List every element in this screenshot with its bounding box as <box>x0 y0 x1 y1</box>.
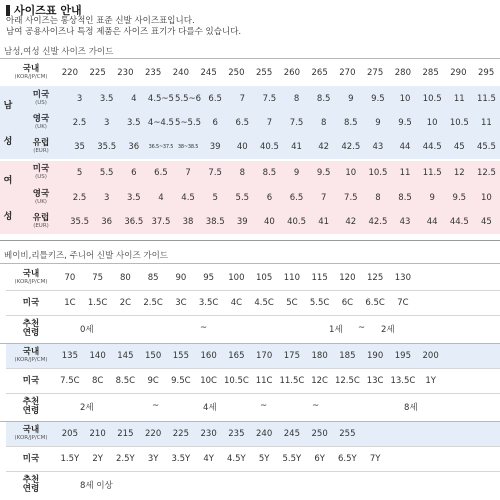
size-cell: 12 <box>453 168 465 178</box>
size-cell: 255 <box>339 429 356 439</box>
size-cell: 230 <box>117 68 134 78</box>
size-cell: 10.5 <box>422 93 442 104</box>
size-cell: 245 <box>200 68 217 78</box>
size-cell: 2.5C <box>143 298 163 308</box>
size-cell: 4 <box>158 192 164 203</box>
size-cell: 90 <box>175 273 187 283</box>
size-cell: 9.5 <box>398 118 412 128</box>
size-cell: 7 <box>185 168 191 178</box>
size-cell: 7 <box>239 93 246 104</box>
size-cell: 250 <box>228 68 245 78</box>
size-cell: 6 <box>266 192 273 203</box>
row-cells <box>66 217 500 227</box>
size-cell: 45 <box>481 217 492 227</box>
female-uk-row <box>16 185 500 210</box>
row-cells <box>66 142 500 152</box>
row-label: 영국 (UK) <box>32 114 50 130</box>
size-cell: 4.5~5 <box>147 93 174 104</box>
size-cell: 8 <box>375 192 381 203</box>
female-eur-row <box>16 210 500 234</box>
size-cell: 7.5 <box>208 168 222 178</box>
size-cell: 36 <box>101 217 113 227</box>
intro-line-2: 남여 공용사이즈나 특정 제품은 사이즈 표기가 다를수 있습니다. <box>6 27 242 37</box>
size-cell: 135 <box>61 351 78 361</box>
row-label: 미국 (US) <box>32 89 50 106</box>
row-cells <box>56 298 500 308</box>
size-cell: 245 <box>283 429 300 439</box>
size-cell: 130 <box>394 273 411 283</box>
row-cells <box>56 351 500 361</box>
row-cells <box>66 168 500 178</box>
size-cell: 1Y <box>425 376 436 386</box>
size-cell: 35.5 <box>70 217 90 227</box>
size-cell: 9.5 <box>316 168 331 178</box>
size-cell: 220 <box>145 429 162 439</box>
row-label: 미국 <box>22 453 40 464</box>
size-cell: 36.5~37.5 <box>148 144 174 150</box>
size-cell: 7C <box>397 298 409 308</box>
size-cell: 1C <box>64 298 76 308</box>
size-cell: 250 <box>311 429 328 439</box>
size-cell: 4.5Y <box>227 454 246 464</box>
age-label: ~ <box>260 401 268 411</box>
size-cell: 10.5 <box>368 168 388 178</box>
row-cells <box>56 273 500 283</box>
size-cell: 3.5 <box>99 93 114 104</box>
size-cell: 5 <box>212 192 218 203</box>
size-cell: 42 <box>345 217 357 227</box>
intro-line-1: 아래 사이즈는 통상적인 표준 신발 사이즈표입니다. <box>6 16 195 26</box>
size-cell: 6 <box>212 118 218 128</box>
row-label: 미국 <box>22 375 40 386</box>
size-cell: 10 <box>481 192 492 203</box>
row-label: 국내 (KOR/JP/CM) <box>14 269 48 285</box>
size-cell: 3 <box>103 192 110 203</box>
size-cell: 4.5 <box>181 192 195 203</box>
size-cell: 42.5 <box>368 217 388 227</box>
size-cell: 8C <box>91 376 104 386</box>
size-cell: 5.5~6 <box>175 93 202 104</box>
size-cell: 275 <box>367 68 384 78</box>
size-cell: 3.5 <box>127 192 141 203</box>
size-cell: 1.5C <box>87 298 108 308</box>
divider <box>0 263 500 264</box>
size-cell: 8 <box>320 118 327 128</box>
size-cell: 240 <box>256 429 273 439</box>
row-label: 유럽 (EUR) <box>32 213 50 229</box>
size-cell: 44.5 <box>422 142 442 152</box>
size-cell: 5.5Y <box>282 454 302 464</box>
row-cells <box>66 94 500 104</box>
size-cell: 36 <box>128 142 140 152</box>
size-cell: 40 <box>264 217 275 227</box>
size-cell: 7.5 <box>262 93 277 104</box>
size-cell: 39 <box>209 142 221 152</box>
row-label: 추천 연령 <box>22 397 40 416</box>
size-cell: 10.5C <box>223 376 249 386</box>
male-eur-row <box>16 135 500 159</box>
row-label: 미국 (US) <box>32 164 50 180</box>
size-cell: 5C <box>286 298 298 308</box>
row-cells <box>66 118 500 128</box>
size-cell: 2Y <box>92 454 103 464</box>
size-cell: 12C <box>311 376 328 386</box>
size-cell: 7.5C <box>60 376 80 386</box>
size-cell: 11 <box>453 93 465 104</box>
row-label: 유럽 (EUR) <box>32 138 50 154</box>
size-cell: 45 <box>453 142 465 152</box>
age-label: 1세 <box>329 325 343 335</box>
size-cell: 45.5 <box>476 142 496 152</box>
size-cell: 41 <box>291 142 302 152</box>
size-cell: 38~38.5 <box>177 144 199 150</box>
size-cell: 205 <box>61 429 78 439</box>
size-cell: 5Y <box>258 454 270 464</box>
size-cell: 2.5 <box>72 118 87 128</box>
kids-t3-kor-row <box>6 422 500 446</box>
size-cell: 8.5 <box>316 93 331 104</box>
size-cell: 11.5 <box>422 168 442 178</box>
age-label: 2세 <box>80 403 94 413</box>
age-label: ~ <box>200 323 208 333</box>
age-label: ~ <box>152 401 160 411</box>
row-label: 미국 <box>22 297 40 308</box>
size-cell: 180 <box>311 351 328 361</box>
divider <box>0 58 500 59</box>
size-cell: 43 <box>399 217 411 227</box>
size-cell: 9.5C <box>171 376 191 386</box>
size-cell: 225 <box>89 68 106 78</box>
age-label: 0세 <box>80 325 94 335</box>
size-cell: 11 <box>481 118 492 128</box>
size-cell: 220 <box>61 68 78 78</box>
size-cell: 170 <box>256 351 273 361</box>
size-cell: 3 <box>76 93 83 104</box>
size-cell: 9 <box>429 192 435 203</box>
size-cell: 13.5C <box>390 376 416 386</box>
size-cell: 215 <box>117 429 134 439</box>
size-cell: 35.5 <box>97 142 117 152</box>
size-cell: 9 <box>348 93 354 104</box>
adult-section-title: 남성,여성 신발 사이즈 가이드 <box>4 47 114 57</box>
size-cell: 37.5 <box>151 217 171 227</box>
kids-t3-us-row <box>6 447 500 471</box>
row-cells <box>56 454 500 464</box>
size-cell: 11.5C <box>279 376 305 386</box>
size-cell: 6.5 <box>208 93 222 104</box>
size-cell: 120 <box>339 273 356 283</box>
size-cell: 10 <box>345 168 357 178</box>
size-cell: 43 <box>372 142 384 152</box>
kids-t1-us-row <box>6 291 500 315</box>
size-cell: 38 <box>182 217 194 227</box>
size-cell: 115 <box>311 273 328 283</box>
size-cell: 3.5C <box>198 298 219 308</box>
size-cell: 44.5 <box>449 217 469 227</box>
size-cell: 3.5Y <box>171 454 191 464</box>
size-cell: 290 <box>450 68 467 78</box>
size-cell: 3.5 <box>127 118 141 128</box>
size-cell: 230 <box>200 429 217 439</box>
size-cell: 9.5 <box>452 192 467 203</box>
size-cell: 40.5 <box>259 142 279 152</box>
row-label: 추천 연령 <box>22 319 40 338</box>
size-cell: 5.5 <box>235 192 250 203</box>
size-cell: 40.5 <box>287 217 307 227</box>
age-label: ~ <box>312 401 320 411</box>
size-cell: 6.5 <box>154 168 168 178</box>
kids-t1-kor-row <box>6 266 500 290</box>
size-cell: 185 <box>339 351 356 361</box>
size-cell: 110 <box>283 273 300 283</box>
size-cell: 240 <box>172 68 189 78</box>
row-label: 국내 (KOR/JP/CM) <box>14 347 48 363</box>
size-cell: 2C <box>119 298 132 308</box>
size-cell: 8.5C <box>115 376 136 386</box>
size-cell: 125 <box>367 273 384 283</box>
size-cell: 1.5Y <box>60 454 80 464</box>
size-cell: 10C <box>200 376 217 386</box>
size-cell: 9 <box>375 118 381 128</box>
male-uk-row <box>16 111 500 135</box>
age-label: 4세 <box>203 403 217 413</box>
size-cell: 145 <box>117 351 134 361</box>
size-cell: 44 <box>399 142 411 152</box>
size-cell: 150 <box>145 351 162 361</box>
male-label: 남 성 <box>0 86 16 159</box>
size-cell: 11 <box>399 168 411 178</box>
size-cell: 160 <box>200 351 217 361</box>
size-cell: 9 <box>293 168 300 178</box>
size-cell: 9C <box>147 376 159 386</box>
size-cell: 7 <box>320 192 327 203</box>
size-cell: 4C <box>230 298 243 308</box>
size-cell: 11C <box>255 376 273 386</box>
row-label: 영국 (UK) <box>32 188 50 205</box>
male-us-row <box>16 86 500 111</box>
size-cell: 10 <box>426 118 438 128</box>
size-cell: 6Y <box>314 454 325 464</box>
size-cell: 41 <box>318 217 330 227</box>
size-cell: 85 <box>147 273 159 283</box>
size-cell: 10.5 <box>449 118 469 128</box>
kids-t2-us-row <box>6 369 500 393</box>
size-cell: 7.5 <box>344 192 358 203</box>
size-cell: 70 <box>64 273 76 283</box>
row-cells <box>66 193 500 203</box>
row-cells <box>56 376 500 386</box>
size-cell: 6.5Y <box>338 454 357 464</box>
size-cell: 11.5 <box>476 93 496 104</box>
size-cell: 36.5 <box>124 217 144 227</box>
size-cell: 105 <box>256 273 273 283</box>
size-cell: 225 <box>172 429 189 439</box>
age-label: 8세 <box>404 403 418 413</box>
size-cell: 38.5 <box>205 217 225 227</box>
size-cell: 13C <box>366 376 384 386</box>
female-us-row <box>16 161 500 185</box>
size-cell: 295 <box>478 68 495 78</box>
page-title: 사이즈표 안내 <box>6 2 82 18</box>
size-cell: 8 <box>293 93 300 104</box>
size-cell: 175 <box>283 351 300 361</box>
size-cell: 4Y <box>203 454 214 464</box>
size-cell: 190 <box>367 351 384 361</box>
size-cell: 265 <box>311 68 328 78</box>
size-cell: 42 <box>318 142 330 152</box>
size-cell: 10 <box>399 93 411 104</box>
size-cell: 5~5.5 <box>175 118 202 128</box>
size-cell: 140 <box>89 351 106 361</box>
size-cell: 195 <box>394 351 411 361</box>
size-cell: 210 <box>89 429 106 439</box>
size-cell: 5.5C <box>309 298 330 308</box>
size-cell: 270 <box>339 68 356 78</box>
size-cell: 260 <box>283 68 300 78</box>
size-cell: 6.5C <box>365 298 385 308</box>
size-cell: 8.5 <box>262 168 277 178</box>
size-cell: 35 <box>74 142 85 152</box>
row-label: 추천 연령 <box>22 475 40 494</box>
size-cell: 8.5 <box>344 118 358 128</box>
size-cell: 4 <box>131 93 137 104</box>
size-cell: 285 <box>422 68 439 78</box>
size-cell: 7.5 <box>289 118 304 128</box>
size-cell: 3C <box>175 298 187 308</box>
size-cell: 6.5 <box>235 118 250 128</box>
size-cell: 6C <box>341 298 354 308</box>
size-cell: 12.5 <box>476 168 496 178</box>
size-cell: 39 <box>236 217 248 227</box>
size-cell: 95 <box>203 273 215 283</box>
size-cell: 42.5 <box>341 142 361 152</box>
size-cell: 80 <box>119 273 131 283</box>
size-cell: 4~4.5 <box>147 118 174 128</box>
adult-kor-row <box>6 61 500 85</box>
age-label: 8세 이상 <box>80 481 113 491</box>
size-cell: 75 <box>92 273 104 283</box>
size-cell: 5 <box>76 168 83 178</box>
female-label: 여 성 <box>0 161 16 234</box>
size-cell: 3 <box>103 118 110 128</box>
divider <box>0 240 500 241</box>
size-cell: 7 <box>266 118 273 128</box>
size-cell: 100 <box>228 273 245 283</box>
size-cell: 8 <box>239 168 246 178</box>
size-cell: 6 <box>131 168 137 178</box>
kids-section-title: 베이비,리틀키즈, 주니어 신발 사이즈 가이드 <box>4 251 169 261</box>
age-label: 2세 <box>381 325 395 335</box>
row-cells <box>56 68 500 78</box>
size-cell: 2.5Y <box>116 454 135 464</box>
size-cell: 5.5 <box>99 168 114 178</box>
row-cells <box>56 429 500 439</box>
size-cell: 200 <box>422 351 439 361</box>
size-cell: 7Y <box>369 454 381 464</box>
row-label: 국내 (KOR/JP/CM) <box>14 425 48 441</box>
size-cell: 3Y <box>147 454 159 464</box>
size-cell: 235 <box>228 429 245 439</box>
row-label: 국내 (KOR/JP/CM) <box>14 64 48 80</box>
size-cell: 280 <box>394 68 411 78</box>
size-cell: 9.5 <box>371 93 385 104</box>
kids-t2-kor-row <box>6 344 500 368</box>
size-cell: 40 <box>236 142 248 152</box>
age-label: ~ <box>358 323 366 333</box>
size-cell: 2.5 <box>72 192 87 203</box>
size-cell: 8.5 <box>398 192 412 203</box>
size-cell: 12.5C <box>334 376 360 386</box>
size-cell: 4.5C <box>254 298 274 308</box>
size-cell: 165 <box>228 351 245 361</box>
size-cell: 235 <box>145 68 162 78</box>
size-cell: 255 <box>256 68 273 78</box>
size-cell: 6.5 <box>289 192 304 203</box>
size-cell: 44 <box>426 217 438 227</box>
size-cell: 155 <box>172 351 189 361</box>
